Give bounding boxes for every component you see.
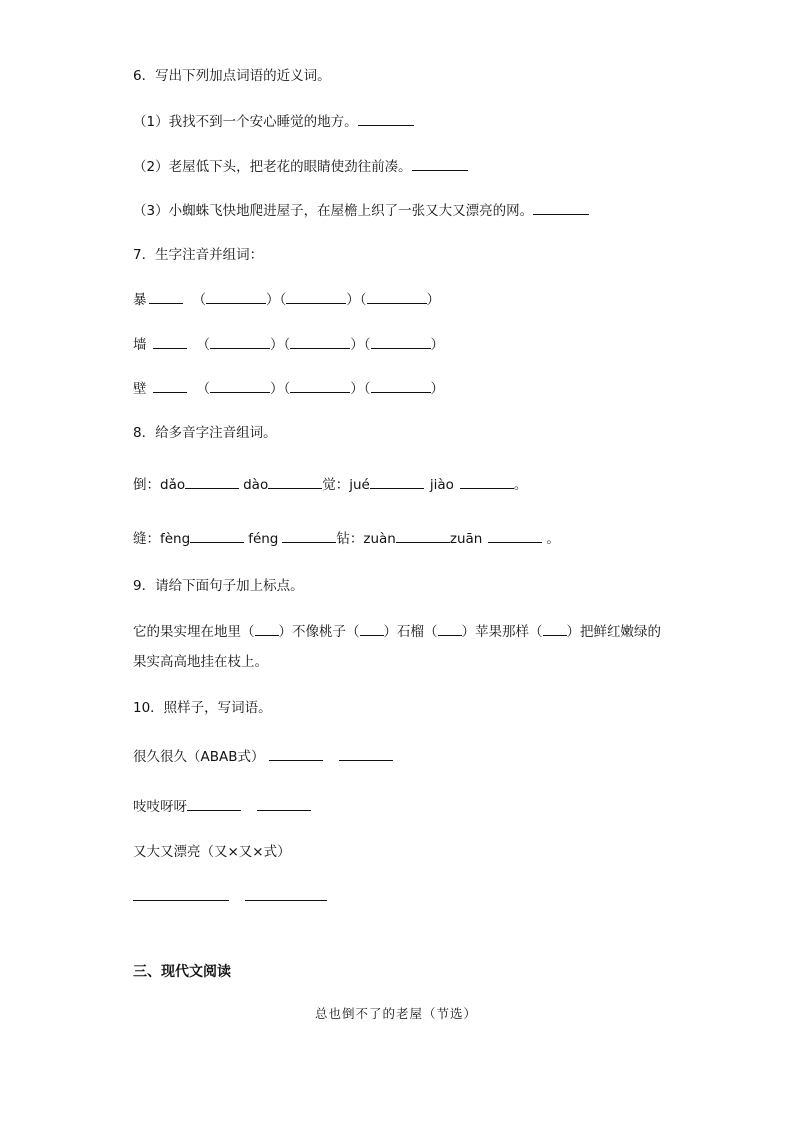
- answer-blank[interactable]: [339, 746, 393, 761]
- answer-blank[interactable]: [133, 886, 229, 901]
- q7-row-2: [133, 334, 444, 355]
- word-blank[interactable]: [286, 289, 346, 304]
- q6-item-3-text: （3）小蜘蛛飞快地爬进屋子，在屋檐上织了一张又大又漂亮的网。: [133, 203, 534, 219]
- q9-sentence-line-2: 果实高高地挂在枝上。: [133, 654, 268, 670]
- q10-title: 10．照样子，写词语。: [133, 700, 272, 716]
- rparen: ）: [350, 381, 364, 397]
- q10-example-3-blanks: [133, 886, 327, 907]
- punctuation-blank[interactable]: [438, 621, 462, 636]
- rparen: ）: [426, 292, 440, 308]
- period: 。: [546, 531, 560, 547]
- q7-title: 7．生字注音并组词：: [133, 247, 264, 263]
- polyphone-char: 觉：: [322, 477, 350, 493]
- q7-char: 墙: [133, 337, 147, 353]
- answer-blank[interactable]: [358, 111, 414, 126]
- lparen: （: [196, 337, 210, 353]
- pinyin-blank[interactable]: [149, 289, 183, 304]
- word-blank[interactable]: [370, 474, 424, 489]
- word-blank[interactable]: [460, 474, 514, 489]
- q6-item-3: [133, 200, 589, 221]
- pinyin: zuàn: [363, 531, 396, 547]
- rparen: ）: [266, 292, 280, 308]
- q8-row-2: [133, 528, 560, 549]
- q7-row-1: [133, 289, 440, 310]
- q10-example-2: [133, 796, 311, 817]
- polyphone-char: 钻：: [336, 531, 364, 547]
- lparen: （: [283, 381, 291, 397]
- answer-blank[interactable]: [187, 796, 241, 811]
- pinyin-blank[interactable]: [153, 334, 187, 349]
- word-blank[interactable]: [367, 289, 427, 304]
- polyphone-char: 倒：: [133, 477, 160, 493]
- word-blank[interactable]: [371, 334, 431, 349]
- pinyin: jué: [349, 477, 370, 493]
- q6-item-2-text: （2）老屋低下头，把老花的眼睛使劲往前凑。: [133, 159, 412, 175]
- pinyin: dào: [243, 477, 269, 493]
- section-heading: 三、现代文阅读: [133, 964, 231, 980]
- word-blank[interactable]: [210, 334, 270, 349]
- rparen: ）: [270, 381, 284, 397]
- punctuation-blank[interactable]: [543, 621, 567, 636]
- q10-example-3: 又大又漂亮（又×又×式）: [133, 844, 291, 860]
- q7-row-3: [133, 378, 444, 399]
- example-word: 很久很久（ABAB式）: [133, 749, 265, 765]
- pinyin-blank[interactable]: [153, 378, 187, 393]
- q9-text: ）不像桃子（: [278, 624, 360, 640]
- word-blank[interactable]: [268, 474, 322, 489]
- q9-text: ）苹果那样（: [461, 624, 543, 640]
- punctuation-blank[interactable]: [255, 621, 279, 636]
- rparen: ）: [346, 292, 360, 308]
- lparen: （: [196, 381, 210, 397]
- pinyin: zuān: [449, 531, 483, 547]
- word-blank[interactable]: [371, 378, 431, 393]
- answer-blank[interactable]: [533, 200, 589, 215]
- answer-blank[interactable]: [412, 156, 468, 171]
- pinyin: féng: [248, 531, 279, 547]
- q7-char: 暴: [133, 292, 147, 308]
- q6-title: 6．写出下列加点词语的近义词。: [133, 68, 331, 84]
- answer-blank[interactable]: [245, 886, 327, 901]
- lparen: （: [363, 381, 371, 397]
- period: 。: [513, 477, 528, 493]
- q9-text: ）石榴（: [383, 624, 438, 640]
- word-blank[interactable]: [210, 378, 270, 393]
- q9-text: 它的果实埋在地里（: [133, 624, 255, 640]
- rparen: ）: [430, 381, 444, 397]
- q6-item-2: [133, 156, 468, 177]
- lparen: （: [283, 337, 291, 353]
- pinyin: dǎo: [160, 477, 186, 493]
- answer-blank[interactable]: [269, 746, 323, 761]
- q7-char: 壁: [133, 381, 147, 397]
- rparen: ）: [350, 337, 364, 353]
- word-blank[interactable]: [290, 334, 350, 349]
- rparen: ）: [270, 337, 284, 353]
- word-blank[interactable]: [282, 528, 336, 543]
- lparen: （: [279, 292, 287, 308]
- word-blank[interactable]: [190, 528, 244, 543]
- q8-title: 8．给多音字注音组词。: [133, 425, 277, 441]
- polyphone-char: 缝：: [133, 531, 160, 547]
- q9-sentence-line-1: [133, 621, 661, 642]
- word-blank[interactable]: [185, 474, 239, 489]
- pinyin: jiào: [429, 477, 454, 493]
- q9-title: 9．请给下面句子加上标点。: [133, 578, 304, 594]
- word-blank[interactable]: [206, 289, 266, 304]
- word-blank[interactable]: [488, 528, 542, 543]
- q9-text: ）把鲜红嫩绿的: [566, 624, 661, 640]
- q8-row-1: [133, 474, 527, 495]
- answer-blank[interactable]: [257, 796, 311, 811]
- word-blank[interactable]: [396, 528, 450, 543]
- pinyin: fèng: [160, 531, 191, 547]
- punctuation-blank[interactable]: [360, 621, 384, 636]
- lparen: （: [359, 292, 367, 308]
- lparen: （: [363, 337, 371, 353]
- article-title: 总也倒不了的老屋（节选）: [315, 1006, 478, 1021]
- lparen: （: [192, 292, 206, 308]
- example-word: 吱吱呀呀: [133, 799, 187, 815]
- word-blank[interactable]: [290, 378, 350, 393]
- q10-example-1: [133, 746, 393, 767]
- q6-item-1-text: （1）我找不到一个安心睡觉的地方。: [133, 114, 358, 130]
- rparen: ）: [430, 337, 444, 353]
- q6-item-1: [133, 111, 414, 132]
